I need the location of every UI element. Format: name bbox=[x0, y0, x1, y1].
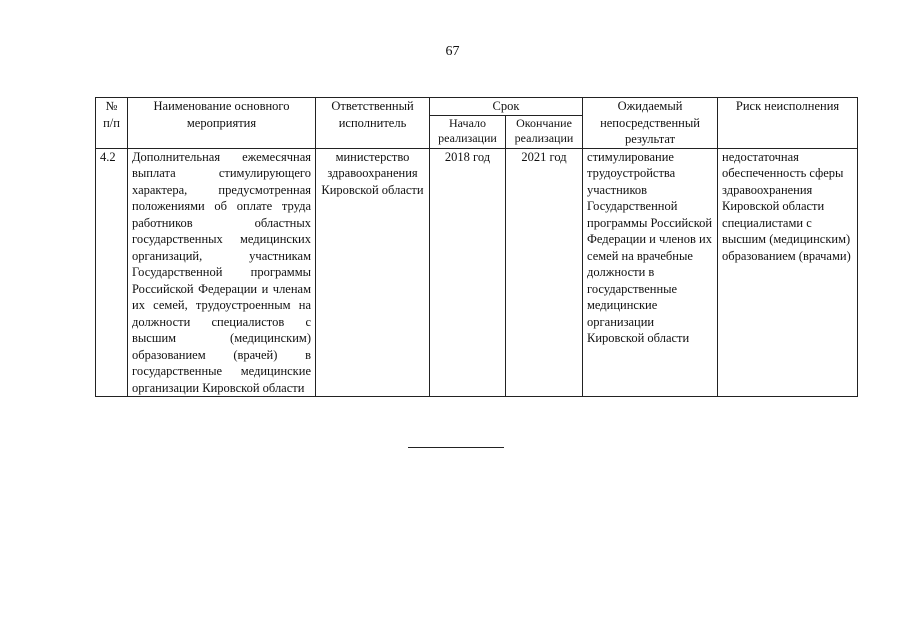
row-term-start: 2018 год bbox=[430, 148, 506, 397]
header-expected-result: Ожидаемый непосредственный результат bbox=[583, 98, 718, 149]
header-term-end: Окончание реализации bbox=[506, 116, 583, 148]
row-risk: недостаточная обеспеченность сферы здравоохранения Кировской области специалистами с высшим (медицинским) образованием (врачами) bbox=[718, 148, 858, 397]
header-risk: Риск неисполнения bbox=[718, 98, 858, 149]
header-number: № п/п bbox=[96, 98, 128, 149]
row-term-end: 2021 год bbox=[506, 148, 583, 397]
header-activity-name: Наименование основного мероприятия bbox=[128, 98, 316, 149]
row-number: 4.2 bbox=[96, 148, 128, 397]
table-row bbox=[96, 148, 858, 397]
end-of-section-rule bbox=[408, 447, 504, 448]
header-term: Срок bbox=[430, 98, 583, 116]
header-term-start: Начало реализации bbox=[430, 116, 506, 148]
row-activity-name: Дополнительная ежемесячная выплата стимулирующего характера, предусмотренная положениями об оплате труда работников областных государственных медицинских организаций, участникам Государственной программы Российской Федерации и членам их семей, трудоустроенным на должности специалистов с высшим (медицинским) образованием (врачей) в государственные медицинские организации Кировской области bbox=[128, 148, 316, 397]
row-executor: министерство здравоохранения Кировской области bbox=[316, 148, 430, 397]
row-expected-result: стимулирование трудоустройства участников Государственной программы Российской Федерации и членов их семей на врачебные должности в государственные медицинские организации Кировской области bbox=[583, 148, 718, 397]
activities-table bbox=[95, 97, 858, 397]
page-number: 67 bbox=[445, 44, 460, 59]
header-executor: Ответственный исполнитель bbox=[316, 98, 430, 149]
